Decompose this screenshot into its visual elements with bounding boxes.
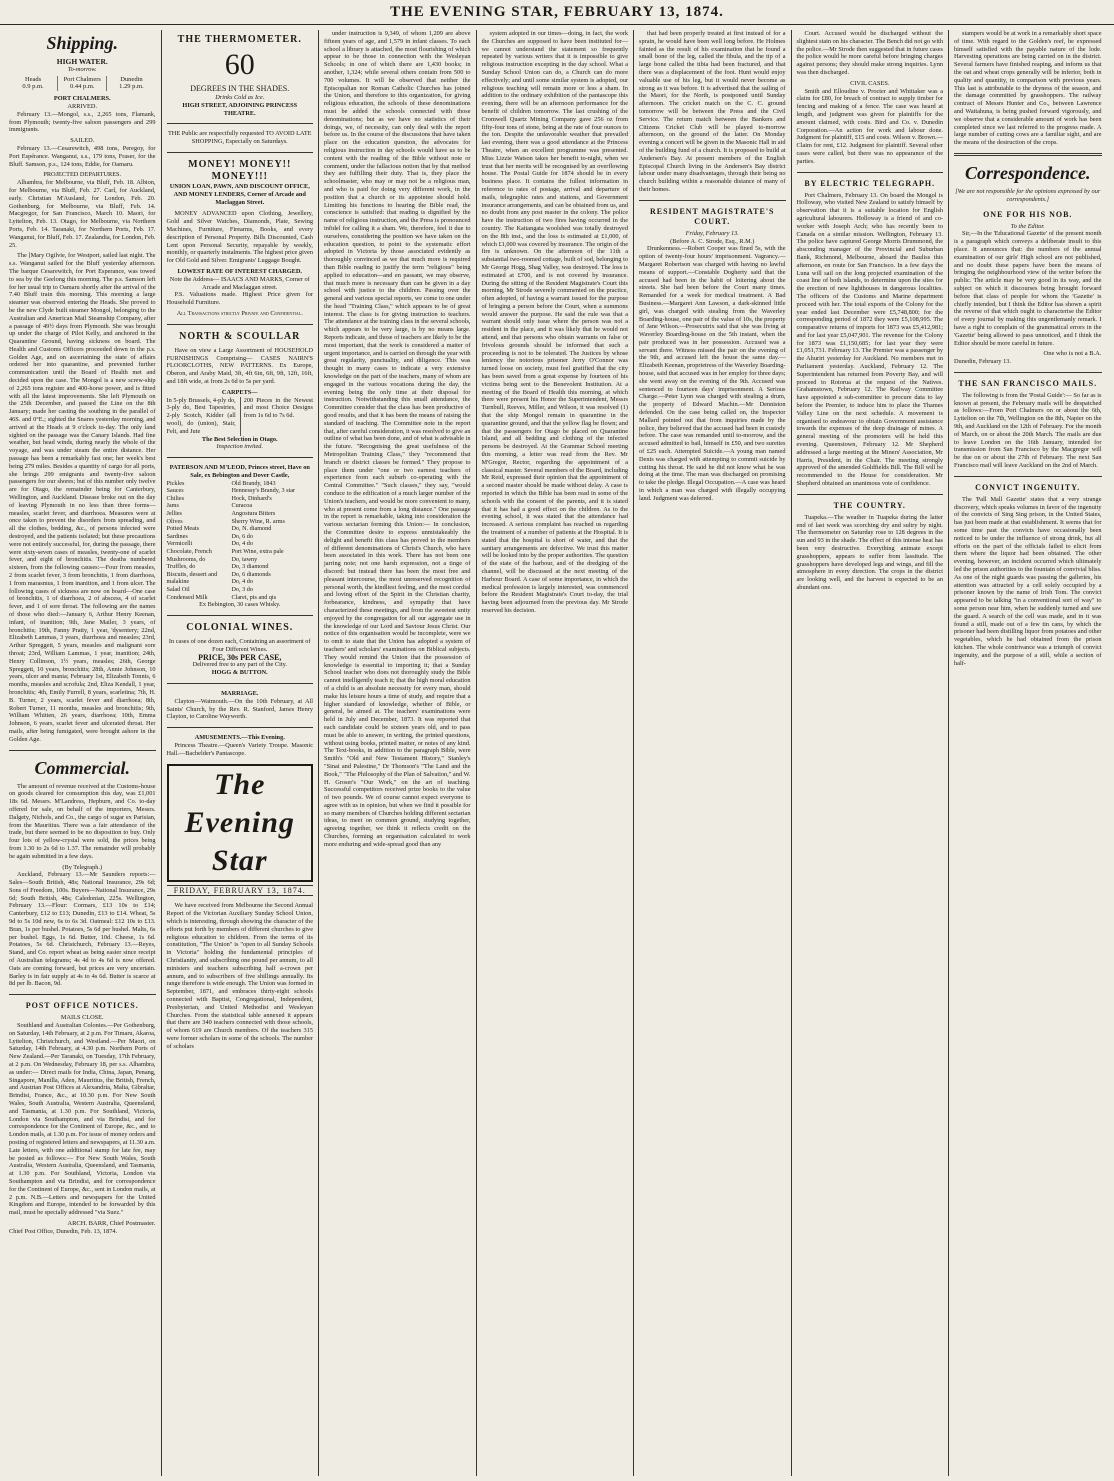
paterson-heading: PATERSON AND M'LEOD, Princes street, Have on Sale, ex Bebington and Dover Castle, xyxy=(169,464,310,479)
degrees-label: DEGREES IN THE SHADES. xyxy=(190,84,290,93)
goods-item-right: Claret, pts and qts xyxy=(231,593,277,601)
column-3 xyxy=(319,30,477,1476)
sailed-text: February 13.—Cesarewitch, 498 tons, Peregoy, for Port Espérance. Wanganui, s.s., 179 tons, Fraser, for the Bluff. Samson, p.s., 124 tons, Eddie, for Oamaru. xyxy=(9,144,156,168)
goods-item-left: Sauces xyxy=(166,487,184,495)
page-header xyxy=(0,4,1114,25)
colonial-wines-heading: COLONIAL WINES. xyxy=(186,621,294,633)
goods-item-left: Pickles xyxy=(166,479,185,487)
column-6 xyxy=(792,30,950,1476)
union-loan-text: MONEY ADVANCED upon Clothing, Jewellery, Gold and Silver Watches, Diamonds, Plate, Sewing Machines, Furniture, Firearms, Books, and every description of Personal Property. Bills Discounted, Cash Lent upon Personal Security, repayable by weekly, monthly, or quarterly instalments. The highest price given for Old Gold and Silver. Emigrants' Luggage Bought. xyxy=(166,210,313,265)
goods-item-left: Jams xyxy=(166,502,179,510)
union-loan-heading: UNION LOAN, PAWN, AND DISCOUNT OFFICE, AND MONEY LENDERS, Corner of Arcade and Maclaggan Street. xyxy=(169,182,310,206)
column-7 xyxy=(949,30,1107,1476)
amusements-heading: AMUSEMENTS.—This Evening. xyxy=(194,734,285,742)
goods-row xyxy=(167,533,314,541)
thermometer-title: THE THERMOMETER. xyxy=(177,34,302,45)
temperature-value: 60 xyxy=(224,48,255,81)
newspaper-nameplate: The Evening Star xyxy=(167,764,314,882)
telegraph-label: (By Telegraph.) xyxy=(62,863,103,871)
editorial-lead: We have received from Melbourne the Second Annual Report of the Victorian Auxiliary Sunday School Union, which is interesting, through showing the character of the efforts put forth by members of different churches to give religious education to children. From the terms of its constitution, "The Union" is "open to all Sunday Schools in Victoria" holding the fundamental principles of Christianity, and subscribing one pound per annum, to all ministers and teachers subscribing half a-crown per annum, and to subscribers of five shillings annually. Its range therefore is wide enough. The Union was formed in September, 1871, and embraces thirty-eight schools connected with Baptist, Congregational, Independent, Presbyterian, and United Methodist and Wesleyan Churches. From the statistical table annexed it appears that there are 340 teachers connected with those schools, of whom 619 are Church members. Of the teachers 315 were former scholars in some of the schools. The number of scholars xyxy=(166,902,313,1050)
court-heading: RESIDENT MAGISTRATE'S COURT. xyxy=(649,206,775,226)
country-news-continued: stampers would be at work in a remarkably short space of time. With regard to the Golden's reef, he expressed himself satisfied with the payable nature of the lode. Harvesting operations are being carried on in the district. Several farmers have finished reaping, and inform us that the oat and wheat crops generally will be inferior, both in quality and quantity, in comparison with previous years. This last is attributable to the dryness of the season, and the damage committed by grasshoppers. The railway contract of Messrs Hunter and Co., between Lawrence and Waitahuna, is being pushed forward vigorously, and we observe that a considerable amount of work has been completed since we last referred to the progress made. A large number of cutting cows are a familiar sight, and are the means of the destruction of the crops. xyxy=(954,30,1102,147)
goods-row xyxy=(167,502,314,510)
goods-row xyxy=(167,495,314,503)
goods-row xyxy=(167,525,314,533)
letter-text: Sir,—In the 'Educational Gazette' of the present month is a paragraph which conveys a deliberate insult to this place. It announces that: the numbers of the annual examination of our girls' High school are not published, and no doubt these papers have been the means of bringing the neighbourhood view of the writer before the public. The article may be very good in its way, and the subject on which it discourses being brought forward before that class of people for whom the 'Gazette' is chiefly intended, but I think the Editor has shown a spirit the reverse of that which ought to characterise the Editor of every journal by making this ungentlemanly remark. I have a right to complain of the grammatical errors in the 'Gazette' being allowed to pass unnoticed, and I think the Editor should be more careful in future. xyxy=(954,230,1102,347)
letter-heading: ONE FOR HIS NOB. xyxy=(983,209,1073,219)
lowest-rate-line: LOWEST RATE OF INTEREST CHARGED. xyxy=(177,267,302,275)
goods-table xyxy=(167,480,314,602)
goods-item-left: Sardines xyxy=(166,532,188,540)
marriage-text: Clayton—Watmouth.—On the 10th February, at All Saints' Church, by the Rev. R. Stanford, James Henry Clayton, to Caroline Wayworth. xyxy=(166,697,313,721)
arrived-label: ARRIVED. xyxy=(67,102,98,110)
tide-port-chalmers: Port Chalmers 0.44 p.m. xyxy=(58,76,107,92)
projected-label: PROJECTED DEPARTURES. xyxy=(43,171,122,179)
letter-addressee: To the Editor. xyxy=(1010,222,1045,230)
goods-item-left: Potted Meats xyxy=(166,525,199,533)
goods-row xyxy=(167,563,314,571)
local-news: system adopted in our times—doing, in fact, the work the Churches are supposed to have been instituted for—we cannot understand the statement so frequently repeated by various writers that it is impossible to give religious instruction excepting in the day school. What a Sunday School Union can do, a Church can do more effectively; and until some similar system is adopted, our religious teaching will remain more or less a sham. In addition to the ordinary exhibition of the pantascope this evening, there will be an afternoon performance for the benefit of children tomorrow. The last crushing of the Cromwell Quartz Mining Company gave 256 oz from fifty-four tons of stone, being at the rate of four ounces to the ton. Despite the unfavorable weather that prevailed last evening, there was a good attendance at the Princess Theatre, when an excellent programme was presented. Miss Lizzie Watson takes her benefit to-night, when we trust that her merits will be recognised by an overflowing house. The Postal Guide for 1874 should be in every business place. It contains the fullest information in reference to rates of postage, arrival and departure of mails, telegraphic rates and stations, and Government insurance arrangements, and can be obtained from us, and no doubt from any post master in the colony. The police have the instruction of two fires having occurred in the country. The Kaitangata woolshed was totally destroyed on the 8th inst., and the loss is estimated at £1,000, of which £1,000 was covered by insurance. The origin of the fire is unknown. On the afternoon of the 11th a substantial two-roomed cottage, built of sod, belonging to Mr George Hogg, Shag Valley, was destroyed. The loss is estimated at £700, and is not covered by insurance. During the sitting of the Resident Magistrate's Court this morning, Mr Strode severely commented on the practice, often adopted, of having a warrant issued for the purpose of bringing a person before the Court, when a summons would answer the purpose. He said the rule was that a warrant should only issue where the person was not a resident in the place, and it was likely that he would not attend, and that persons who obtain warrants on false or frivolous grounds should be informed that such a proceeding is not to be tolerated. The Justices by whose leniency the notorious prisoner Jerry O'Connor was turned loose on society, must feel gratified that the city has been saved from a great expense by fourteen of his victims being sent to the Benevolent Institution. At a meeting of the Board of Health this morning, at which there were present his Honor the Superintendent, Messrs Turnbull, Reeves, Miller, and Wilson, it was resolved (1) that the ship Mongol remain in quarantine in the quarantine ground, and that the yellow flag be flown; and that the passengers for Otago be placed on Quarantine Island, and all bedding and clothing of the infected persons be destroyed. At the Grammar School meeting this morning, a letter was read from the Rev. Mr M'Gregor, Rector, regarding the appointment of a classical master. Several members of the Board, including Mr Reid, expressed their opinion that the appointment of a second master should be made without delay. A case is reported in which the Bible has been read in some of the schools with the consent of the parents, and it is stated that it has had a good effect on the children. As to the evening school, it was stated that the attendance had increased. A serious complaint has reached us regarding the treatment of a number of patients at the Hospital. It is stated that the hospital is short of water, and that the sanitary arrangements are defective. We trust this matter will be looked into by the proper authorities. The question of the state of the harbour, and of the dredging of the channel, will be discussed at the next meeting of the Harbour Board. A case of some importance, in which the medical profession is largely interested, was commenced before the Resident Magistrate's Court to-day, the trial having been adjourned from the previous day. Mr Strode reserved his decision. xyxy=(481,30,628,614)
correspondence-heading: Correspondence. xyxy=(965,162,1091,183)
telegraph-heading: BY ELECTRIC TELEGRAPH. xyxy=(804,178,936,188)
goods-row xyxy=(167,480,314,488)
confidential-note: All Transactions strictly Private and Confidential. xyxy=(176,309,303,317)
ex-bebington-line: Ex Bebington, 30 cases Whisky. xyxy=(199,601,281,609)
goods-row xyxy=(167,594,314,602)
hogg-button-name: HOGG & BUTTON. xyxy=(211,669,268,677)
late-shopping-notice: THE Public are respectfully requested TO AVOID LATE SHOPPING, Especially on Saturdays. xyxy=(167,130,312,146)
colonial-wines-text: In cases of one dozen each, Containing an assortment of Four Different Wines. xyxy=(168,637,311,653)
goods-item-right: Hennessy's Brandy, 3 star xyxy=(231,487,296,495)
goods-row xyxy=(167,518,314,526)
goods-row xyxy=(167,586,314,594)
goods-item-left: Condensed Milk xyxy=(166,593,208,601)
goods-item-right: Do, 4 do xyxy=(231,578,253,586)
north-scoullar-heading: NORTH & SCOULLAR xyxy=(179,330,301,342)
post-office-text: Southland and Australian Colonies.—Per Gothenburg, on Saturday, 14th February, at 2 p.m. For Timaru, Akaroa, Lyttelton, Christchurch, and Westland.—Per Maori, on Saturday, 14th February, at 4.30 p.m. Northern Ports of New Zealand.—Per Taranaki, on Tuesday, 17th February, at 2 p.m. On Wednesday, February 18, per s.s. Alhambra, as under:— Direct mails for India, China, Japan, Penang, Singapore, Manilla, Aden, Mauritius, the British, French, and Austrian Post Offices at Alexandria, Malta, Gibraltar, Brindisi, France, &c., at 10.30 p.m. For New South Wales, South Australia, Western Australia, Queensland, and Tasmania, at 1.30 p.m. For Southland, Victoria, London via Southampton, and via Brindisi, and for correspondence for the Continent of Europe, &c., and to London mails, at 1.30 p.m. For issue of money orders and posting of registered letters and newspapers, at 11.30 a.m. Late letters, with one additional stamp for late fee, may be posted as follows:— For New South Wales, South Australia, Western Australia, Queensland, and Tasmania, at 1.30 p.m. For Southland, Victoria, London via Southampton and via Brindisi, and for correspondence for the Continent of Europe, &c., sent in London mails, at 2 p.m. N.B.—Letters and newspapers for the United Kingdom and Europe, intended to be forwarded by this mail, must be specially addressed "via Suez." xyxy=(9,1022,156,1217)
tide-table xyxy=(9,76,156,92)
civil-cases-heading: CIVIL CASES. xyxy=(850,79,890,87)
goods-row xyxy=(167,540,314,548)
sf-mails-heading: THE SAN FRANCISCO MAILS. xyxy=(958,378,1098,388)
goods-item-right: Angostura Bitters xyxy=(231,510,276,518)
goods-row xyxy=(167,578,314,586)
postmaster-signature: ARCH. BARR, Chief Postmaster. xyxy=(67,1219,156,1227)
column-1 xyxy=(4,30,162,1476)
goods-row xyxy=(167,510,314,518)
goods-item-right: Curacoa xyxy=(231,502,253,510)
post-office-date: Chief Post Office, Dunedin, Feb. 13, 1874. xyxy=(9,1227,118,1235)
goods-item-left: malakine xyxy=(166,578,190,586)
shipping-news: The [Mary Ogilvie, for Westport, sailed last night. The s.s. Wanganui sailed for the Bluff yesterday afternoon. The barque Cesarewitch, for Port Esperance, was towed to sea by the Geelong this morning. The p.s. Samson left for her usual trip to Oamaru shortly after the arrival of the 7.40 Bluff train this morning. This morning a large steamer was observed entering the Heads. She proved to be the new Clyde built steamer Mongol, belonging to the Australian and American Mail Steamship Company, after a passage of 49½ days from Plymouth. She was brought up under the charge of Pilot Kelly, and anchored in the Quarantine Ground, having sickness on board. The Health and Customs Officers proceeded down in the p.s. Golden Age, and on ascertaining the state of affairs ordered her into quarantine, and prevented further communication until the Board of Health met and decided upon the case. The Mongol is a new screw-ship of 2,265 tons register and 400-horse power, and is fitted with all the latest improvements. She left Plymouth on the 25th December, and passed the Line on the 8th January; made her casting the southing in the parallel of 46S. and 0°E.; sighted the Snares yesterday morning, and arrived at the Heads at 9 o'clock to-day. The only land sighted on the passage was the Canary Islands. Had fine weather, but head winds, during nearly the whole of the voyage, and was under steam the entire distance. Her passage has been a remarkably fast one; her week's best being 279 miles. Besides a quantity of cargo for all ports, she brings 299 emigrants and twenty-five saloon passengers for our shores; but of this number only twelve are for Otago, the remainder being for Canterbury, Wellington, and Auckland. Disease broke out on the day of leaving Plymouth in no less than three forms—measles, scarlet fever, and diarrhoea. Measures were at once taken to prevent the disorders from spreading, and all the clothes, bedding, &c., of persons infected were destroyed, and the patients isolated; but these precautions were not entirely successful, for, during the passage, there were sixty-seven cases of measles, twenty-one of scarlet fever, and eight of bronchitis. The deaths numbered sixteen, from the following causes:—Four from measles, 2 from scarlet fever, 3 from bronchitis, 1 from diarrhoea, 1 from marasmus, 1 from inanition, and 1 from ulcer. The following cases of sickness are now on board—One case of bronchitis, 1 of diarrhoea, 2 of abscess, 4 of scarlet fever, and 1 of sore throat. The following are the names of those who died:—January 6, Arthur Henry Keenan, infant, of inanition; 9th, Jane Mailer, 3 years, of bronchitis; 19th, Fanny Pratty, 1 year, 'dysentery; 22nd, Elizabeth Lammas, 3 years, diarrhoea and measles; 23rd, Arthur Spreggett, 5 years, measles and malignant sore throat; 23rd, William Lammas, 1 year, inanition; 24th, Henry Collinson, 1½ years, measles; 26th, George Spreggett, 10 years, bronchitis; 28th, Annie Johnson, 10 years, ulcer and mania; February 1st, Elizabeth Tonnis, 6 months, measles and scrofula; 2nd, Eliza Kendall, 1 year, bronchitis; 4th, Emily Furrell, 8 years, scarletina; 7th, H. B. Turner, 2 years, scarlet fever and diarrhoea; 8th, Robert Turner, 11 months, measles and bronchitis; 9th, William Whitten, 26 years, diarrhoea; 10th, Emma Johnson, 6 years, scarlet fever and ulcerated throat. Her mails, after being fumigated, were brought ashore in the Golden Age. xyxy=(9,252,156,743)
column-5 xyxy=(634,30,792,1476)
commercial-heading: Commercial. xyxy=(34,757,130,778)
goods-item-right: Do, 6 diamonds xyxy=(231,570,271,578)
goods-item-left: Chocolate, French xyxy=(166,548,212,556)
columns xyxy=(4,30,1110,1476)
goods-row xyxy=(167,548,314,556)
carpets-heading: CARPETS— xyxy=(221,388,258,396)
court-date: Friday, February 13. xyxy=(685,229,739,237)
carpet-list: In 5-ply Brussels, 4-ply do, 3-ply do, Best Tapestries, 2-ply Scotch, Kidder (all wool), do (union), Stair, Felt, and Jute xyxy=(166,396,236,435)
goods-item-right: Old Brandy, 1843 xyxy=(231,479,276,487)
goods-item-right: Do, 3 do xyxy=(231,586,253,593)
goods-item-right: Do, 6 do xyxy=(231,532,253,540)
letter-date: Dunedin, February 13. xyxy=(954,358,1012,366)
wine-price: PRICE, 30s PER CASE, xyxy=(198,652,282,662)
goods-item-right: Do, N. diamond xyxy=(231,525,272,533)
money-ad xyxy=(167,159,314,206)
drinks-line: Drinks Cold as Ice. xyxy=(215,94,265,101)
goods-item-right: Do, tawny xyxy=(231,555,258,563)
convict-text: The 'Pall Mall Gazette' states that a very strange discovery, which speaks volumes in favor of the ingenuity of the convicts of Sing Sing prison, in the United States, has just been made at that establishment. It seems that for some time past the convicts have occasionally been noticed to be under the influence of strong drink, but all efforts on the part of the officials failed to elicit from them where the liquor had been obtained. The other evening, however, an incident occurred which ultimately led the prison authorities to the fountain of convivial bliss. As one of the night guards was passing the galleries, his attention was attracted by a cell solely occupied by a prisoner known by the name of Irish Tom. The convict appeared to be talking "in a conventional sort of way" to some person near him, when he suddenly turned and saw the guard. A search of the cell was made, and in it was found a still, made out of a few tin cans, by which the prisoner had been distilling liquor from potatoes and other vegetables, which he had obtained from the prison kitchen. The whole contrivance was a triumph of convict ingenuity, and the purpose of a still, while a section of half- xyxy=(954,495,1102,667)
telegraph-text: Auckland, February 13.—Mr Saunders reports:—Sales—South British, 48s; National Insurance, 29s 6d; Sons of Freedom, 100s. Buyers—National Insurance, 29s 6d; South British, 48s; Caledonian, 225s. Wellington, February 13.—Flour: Cormars, £13 10s to £14; Canterbury, £12 to £13; Dunedin, £13 to £14. Wheat, 5s 9d to 5s 10d new, 6s to 6s 3d. Oatmeal: £12 10s to £13. Bran, 1s per bushel. Potatoes, 5s 6d per bushel. Malts, 6s per bushel. Eggs, 1s 6d. Butter, 10d. Cheese, 1s 6d. Potatoes, 5s 6d. Christchurch, February 13.—Reyes, Stand, and Co. report wheat as being easier since receipt of Australian telegrams; 4s 4d to 4s 6d is now offered. Oats are coming forward, but prices are very uncertain. Barley is in fair supply at 4s to 4s 6d. Butter is scarce at 8d per lb. Bacon, 9d. xyxy=(9,871,156,988)
shipping-heading: Shipping. xyxy=(46,33,119,53)
valuations-note: P.S. Valuations made. Highest Price given for Household Furniture. xyxy=(166,291,313,307)
goods-item-right: Sherry Wine, R. arms xyxy=(231,517,285,525)
goods-item-left: Chilies xyxy=(166,494,185,502)
convict-heading: CONVICT INGENUITY. xyxy=(975,482,1081,492)
court-before: (Before A. C. Strode, Esq., R.M.) xyxy=(670,237,755,245)
civil-cases-text: Smith and Elloudine v. Procter and Whittaker was a claim for £80, for breach of contract to supply timber for fencing and making of a fence. The case was heard at length, and judgment was given for plaintiffs for the amount claimed, with costs. Bird and Co. v. Dunedin Corporation.—An action for work and labour done. Judgment for plaintiff, £15 and costs. Wilson v. Brown.—Claim for rent, £12. Judgment for plaintiff. Several other cases were called, but there was no appearance of the parties. xyxy=(796,87,943,165)
court-report: Drunkenness.—Robert Cooper was fined 5s, with the option of twenty-four hours' imprisonment. Vagrancy.—Margaret Robertson was charged with having no lawful means of support.—Constable Dogherty said that the accused had been in the habit of loitering about the streets. She had been before the Court many times. Remanded for a week for medical treatment. A Bad Business.—Margaret Ann Lawson, a dark-skinned little girl, was charged with stealing from the Waverley Boarding-house, one pair of the value of 10s, the property of Jane Wilson.—Prosecutrix said that she was living at Waverley Boarding-house on the 5th instant, when the pair produced was in her possession. Accused was a servant there. Witness missed the pair on the evening of the 9th, and accused left the house the same day.—Elizabeth Keenan, proprietress of the Waverley Boarding-house, said that accused was in her employ for three days; she went away on the evening of the 9th. Accused was sentenced to fourteen days' imprisonment. A Serious Charge.—Peter Lynn was charged with stealing a drum, the property of Edward Machin.—Mr Denniston defended. On the case being called on, the Inspector Mallard pointed out that from inquiries made by the police, they believed that the accused had been in custody before. The case was remanded until to-morrow, and the accused admitted to bail, himself in £50, and two sureties of £25 each. Attempted Suicide.—A young man named Denis was charged with attempting to commit suicide by cutting his throat. He said he did not know what he was doing at the time. The man was discharged on promising to take the pledge. Illegal Occupation.—A case was heard in which a man was charged with illegally occupying land. Judgment was deferred. xyxy=(639,245,786,502)
goods-item-left: Olives xyxy=(166,517,183,525)
goods-item-left: Mushrooms, do xyxy=(166,555,206,563)
north-scoullar-text: Have on view a Large Assortment of HOUSEHOLD FURNISHINGS Comprising— CASES NAIRN'S FLOORCLOTHS, NEW PATTERNS. Ex Europe, Oberon, and Araby Maid, 3ft, 4ft 6in, 6ft, 9ft, 12ft, 16ft, and 18ft wide, at from 2s 6d to 5s per yard. xyxy=(166,346,313,385)
goods-item-right: Hock, Dinhard's xyxy=(231,494,272,502)
goods-item-left: Salad Oil xyxy=(166,586,190,593)
north-scoullar-ad xyxy=(167,331,314,343)
post-office-heading: POST OFFICE NOTICES. xyxy=(25,1001,139,1011)
thermometer-ad xyxy=(167,34,314,117)
goods-item-right: Do, 3 diamond xyxy=(231,563,269,571)
editorial-dateline: FRIDAY, FEBRUARY 13, 1874. xyxy=(167,885,314,897)
carpet-note: 200 Pieces in the Newest and most Choice Designs from 1s 6d to 7s 6d. xyxy=(240,397,313,436)
sailed-label: SAILED. xyxy=(70,137,95,145)
high-water-heading: HIGH WATER. xyxy=(56,57,108,66)
column-4 xyxy=(477,30,635,1476)
amusements-text: Princess Theatre.—Queen's Variety Troupe. Masonic Hall.—Bachelder's Pantascope. xyxy=(166,741,313,757)
marriage-heading: MARRIAGE. xyxy=(221,689,259,697)
editorial-continued: under instruction is 9,349, of whom 1,209 are above fifteen years of age, and 1,579 in infant classes. To each school a library is attached, the most flourishing of which appear to be those in connection with the Wesleyan Schools; in one of which there are 1,430 books; in another, 1,324; while several others contain from 500 to 700 volumes. It will be observed that neither the Episcopalian nor Roman Catholic Churches has joined the Union, and therefore to this organization, for giving religious education, the schools of these denominations must be added the schools connected with those denominations; but as we have no statistics of their doings, we, of necessity, can only deal with the report before us. In the course of the discussions that have taken place on the education question, the advocates for religious instruction in day schools would have us to be content with the reading of the Bible without note or comment, under the fallacious notion that by that method they are fulfilling their duty. That is, they place the schoolmaster, who may or may not be a religious man, and who is paid for doing very different work, in the position that a church or its appointee should hold. Limiting his functions to hearing the Bible read, the conscience is satisfied: that reading is dignified by the name of religious instruction, and the Press is pronounced infidel for calling it a sham. We, therefore, feel it due to ourselves, considering the position we have taken on the education question, to point to the systematic effort adopted in Victoria by those associated evidently as thoroughly convinced as we that much more is required than Bible reading to justify the term "religious" being applied to education—and en passant, we may observe, that much more is necessary than can be given in a day school with justice to the children. Passing over the general and various special reports, we come to one under the head "Training Class," which appears to be of great interest. The class is for giving instruction to teachers. The attendance at the training class in the several schools, which appears to be very large, is by no means large. Reports indicate, and those of teachers are likely to be the most important, that the work is considered a matter of urgent importance, and is carried on through the year with great regularity, punctuality, and diligence. This was thought in many cases to indicate a very extensive knowledge on the part of the teachers, many of whom are engaged in the various vocations during the day, the evening being the only time at their disposal for instruction. Notwithstanding this small attendance, the Committee consider that the class has been productive of good results, and that it has been the means of raising the standard of teaching. The Committee note in the report that, after careful consideration, it was resolved to give an outline of what has been done, and of what is advisable in the future. "Recognising the great usefulness of the Metropolitan Training Class," they "recommend that branch or district classes be formed." They propose to place them under "one or two earnest teachers of experience from each suburb co-operating with the Central Committee." "Such classes," they say, "would conduce to the edification of a much larger number of the Union's teachers, and would be more convenient to many, who at present come from a long distance." One passage in the report is remarkable, taking into consideration the various sectarian forming this Union:— In conclusion, the Committee desire to express unmistakeably the delight and benefit this class has proved to the members of different denominations of Christ's Church, who have been associated in this work. There has not been one jarring note; not one harsh expression, not a tinge of discord: but instead there has been the most free and pleasant intercourse, the most unreserved recognition of personal worth, the kindliest feeling, and the most cordial and loving effort of the Spirit in the Christian charity, forbearance, kindness, and sympathy that have characterized these meetings, and from the sweetest unity enjoyed by the congregation for all our aggregate use in the knowledge of our Lord and Saviour Jesus Christ. Our notice of this organisation would be incomplete, were we to omit to state that the Union has adopted a system of teachers' and scholars' examinations on Biblical subjects. They would remind the Union that the possession of knowledge is essential to importing it; that a Sunday School teacher who does not thoroughly study the Bible cannot intelligently teach it; that the high moral education of a child is an absolute necessity for every man, should make his leisure hours a time of study, and require that a higher standard of knowledge, whether of Bible, or general, be aimed at. The teachers' examinations were held in July and December, 1873. It was reported that each candidate could be sixteen years old, and to pass must be able to answer, in writing, the printed questions, without using books, printed matter, or notes of any kind. The Text-books, in addition to the paragraph Bible, were Smith's "Old and New Testament History," Stanley's "Sinai and Palestine," Dr Thomson's "The Land and the Book," "The Philosophy of the Plan of Salvation," and W. H. Groser's "Our Work," on the art of teaching. Successful competitors received prize books to the value of two pounds. We of course cannot expect everyone to agree with us in opinion, but when we find it possible for so many members of Churches holding different sectarian ideas, to meet on common ground, studying together, agreeing together, we think it reflects credit on the Churches, forming an organisation calculated to work more enduring and wide-spread good than any xyxy=(324,30,471,848)
money-heading: MONEY! MONEY!! MONEY!!! xyxy=(188,158,292,182)
goods-item-left: Jellies xyxy=(166,510,182,518)
column-2 xyxy=(162,30,320,1476)
sf-mails-text: The following is from the 'Postal Guide':— So far as is known at present, the February mails will be despatched as follows:—From Port Chalmers on or about the 6th, Lyttelton on the 7th, Wellington on the 8th, Napier on the 9th, and Auckland on the 12th of February. For the month of March, on or about the 20th March. The mails are due to leave London on the 16th January, intended for transmission from San Francisco by the Macgregor will be due on or about the 27th of February. The next San Francisco mail will leave Auckland on the 2nd of March. xyxy=(954,391,1102,470)
commercial-text: The amount of revenue received at the Customs-house on goods cleared for consumption this day, was £1,001 18s 6d. Messrs. M'Landress, Hepburn, and Co. to-day offered for sale, on behalf of the importers, Messrs. Dalgety, Nichols, and Co., the cargo of sugar ex Parisian, from the Mauritius. There was a fair attendance of the trade, but there seemed to be no disposition to buy. Only four lots of yellow-crystal were sold, the prices being from 1.30 to 2s 6d to 1.37. The remainder will probably be again submitted in a few days. xyxy=(9,782,156,860)
correspondence-disclaimer: [We are not responsible for the opinions expressed by our correspondents.] xyxy=(955,187,1101,203)
delivery-line: Delivered free to any part of the City. xyxy=(192,661,287,669)
tide-dunedin: Dunedin 1.29 p.m. xyxy=(119,75,144,91)
tomorrow-label: To-morrow. xyxy=(67,65,97,73)
inspection-line: Inspection invited. xyxy=(216,443,263,451)
goods-row xyxy=(167,571,314,579)
port-chalmers-heading: PORT CHALMERS. xyxy=(53,95,111,103)
goods-item-left: Vermicelli xyxy=(166,540,193,548)
tide-heads: Heads 0.9 p.m. xyxy=(9,76,58,92)
mails-close-label: MAILS CLOSE. xyxy=(60,1014,104,1022)
goods-item-left: Biscuits, dessert and xyxy=(166,570,218,578)
goods-item-right: Do, 4 do xyxy=(231,540,253,548)
goods-item-left: Truffles, do xyxy=(166,563,196,571)
telegraph-news: Port Chalmers, February 13. On board the Mongol is Holloway, who visited New Zealand to satisfy himself by observation that it is a suitable location for English agricultural labourers. Holloway is a friend of and co-worker with Joseph Arch; who has recently been to Canada on a similar mission. Wellington, February 13. The police have captured George Morris Drummond, the absconding manager of the Provincial and Suburban Bank, Richmond, Melbourne, aboard the Bauliss this afternoon, en route for San Francisco. In a few days the Luna will sail on the long projected examination of the coast line of both islands, to determine upon the sites for the erection of new lighthouses in dangerous localities. The officers of the Customs and Marine department proceed with her. The total exports of the Colony for the year ended last December were £5,748,800; for the corresponding period of 1872 they were £5,108,995. The comparative returns of imports for 1873 was £5,412,981; and for last year £5,047,901. The revenue for the Colony for 1873 was £1,150,685; for last year they were £1,051,731. February 13. The Premier was a passenger by the Ahuriri yesterday for Auckland. No members met in Parliament yesterday. Auckland, February 12. The Superintendent has returned from Poverty Bay, and will proceed to Rotorua at the request of the Natives. Grahamstown, February 12. The Railway Committee have appointed a sub-committee to procure data to lay before the Premier, to induce him to place the Thames Valley Line on the next schedule. A movement is organised to endeavour to obtain Government assistance towards the expenses of the deep drainage of mines. A general meeting of the promoters will be held this evening. Queenstown, February 12. Mr Shepherd addressed a large meeting at the Miners' Association, Mr Harris, President, in the Chair. The meeting strongly approved of the amended Goldfields Bill. The Bill will be recommended to the House for consideration. Mr Shepherd obtained an unanimous vote of confidence. xyxy=(796,191,943,488)
country-heading: THE COUNTRY. xyxy=(833,500,906,510)
local-news-continued: that had been properly treated at first instead of for a sprain, he would have been well long before. He Holmes fainted as the result of his examination that he found a small bone of the leg, called the fibula, and the tip of a large bone called the tibia had been fractured, and that there was a displacement of the foot. Hunt would enjoy valuable use of his leg, but it would never become as strong as it was before. It is advertised that the sailing of the Maori, for the North, is postponed until Sunday afternoon. The cricket match on the C. C. ground tomorrow will be between the Press and the Civil Service. The return match between the Bankers and Citizens Cricket Club will be played to-morrow afternoon, on the ground of the latter. On Monday evening a concert will be given in the Masonic Hall in aid of the building fund of a church. It is proposed to build at Andersen's Bay. At present members of the English Episcopal Church living in the Andersen's Bay district labour under many disadvantages, through their being no church building within a reasonable distance of many of their homes. xyxy=(639,30,786,193)
arrived-text: February 13.—Mongol, s.s., 2,265 tons, Flamank, from Plymouth; twenty-five saloon passengers and 299 immigrants. xyxy=(9,110,156,134)
goods-row xyxy=(167,487,314,495)
country-news: Tuapeka.—The weather in Tuapeka during the latter end of last week was scorching dry and sultry by night. The thermometer on Saturday rose to 128 degrees in the sun and 93 in the shade. The effect of this intense heat has been very destructive. Everything animate except grasshoppers, appears to suffer from lassitude. The grasshoppers have developed legs and wings, and fill the atmosphere in every direction. The crops in the district are looking well, and the harvest is expected to be an abundant one. xyxy=(796,513,943,591)
projected-text: Alhambra, for Melbourne, via Bluff, Feb. 18. Albion, for Melbourne, via Bluff, Feb. 27. Carl, for Auckland, early. Christian M'Ausland, for London, Feb. 20. Gothenburg, for Melbourne, via Bluff, Feb. 14. Macgregor, for San Francisco, March 10. Maori, for Lyttelton, Feb. 13. Otago, for Melbourne, via Northern Ports, Feb. 14. Taranaki, for Northern Ports, Feb. 17. Wanganui, for Bluff, Feb. 17. Zealandia, for London, Feb. 25. xyxy=(9,179,156,249)
goods-item-right: Port Wine, extra pale xyxy=(231,548,284,556)
isaacs-marks-address: Note the Address— ISAACS AND MARKS, Corner of Arcade and Maclaggan street. xyxy=(169,275,310,291)
high-street-line: HIGH STREET, ADJOINING PRINCESS THEATRE. xyxy=(182,101,298,117)
court-report-continued: Court. Accused would be discharged without the slightest stain on his character. The Bench did not go with the police.—Mr Strode then suggested that in future cases the police would be more careful before bringing charges against persons; they should make strong inquiries. Lynn was then discharged. xyxy=(796,30,943,76)
page-title: THE EVENING STAR, FEBRUARY 13, 1874. xyxy=(390,4,724,20)
letter-signature: One who is not a B.A. xyxy=(1043,350,1102,358)
best-selection-line: The Best Selection in Otago. xyxy=(201,435,278,443)
goods-row xyxy=(167,556,314,564)
